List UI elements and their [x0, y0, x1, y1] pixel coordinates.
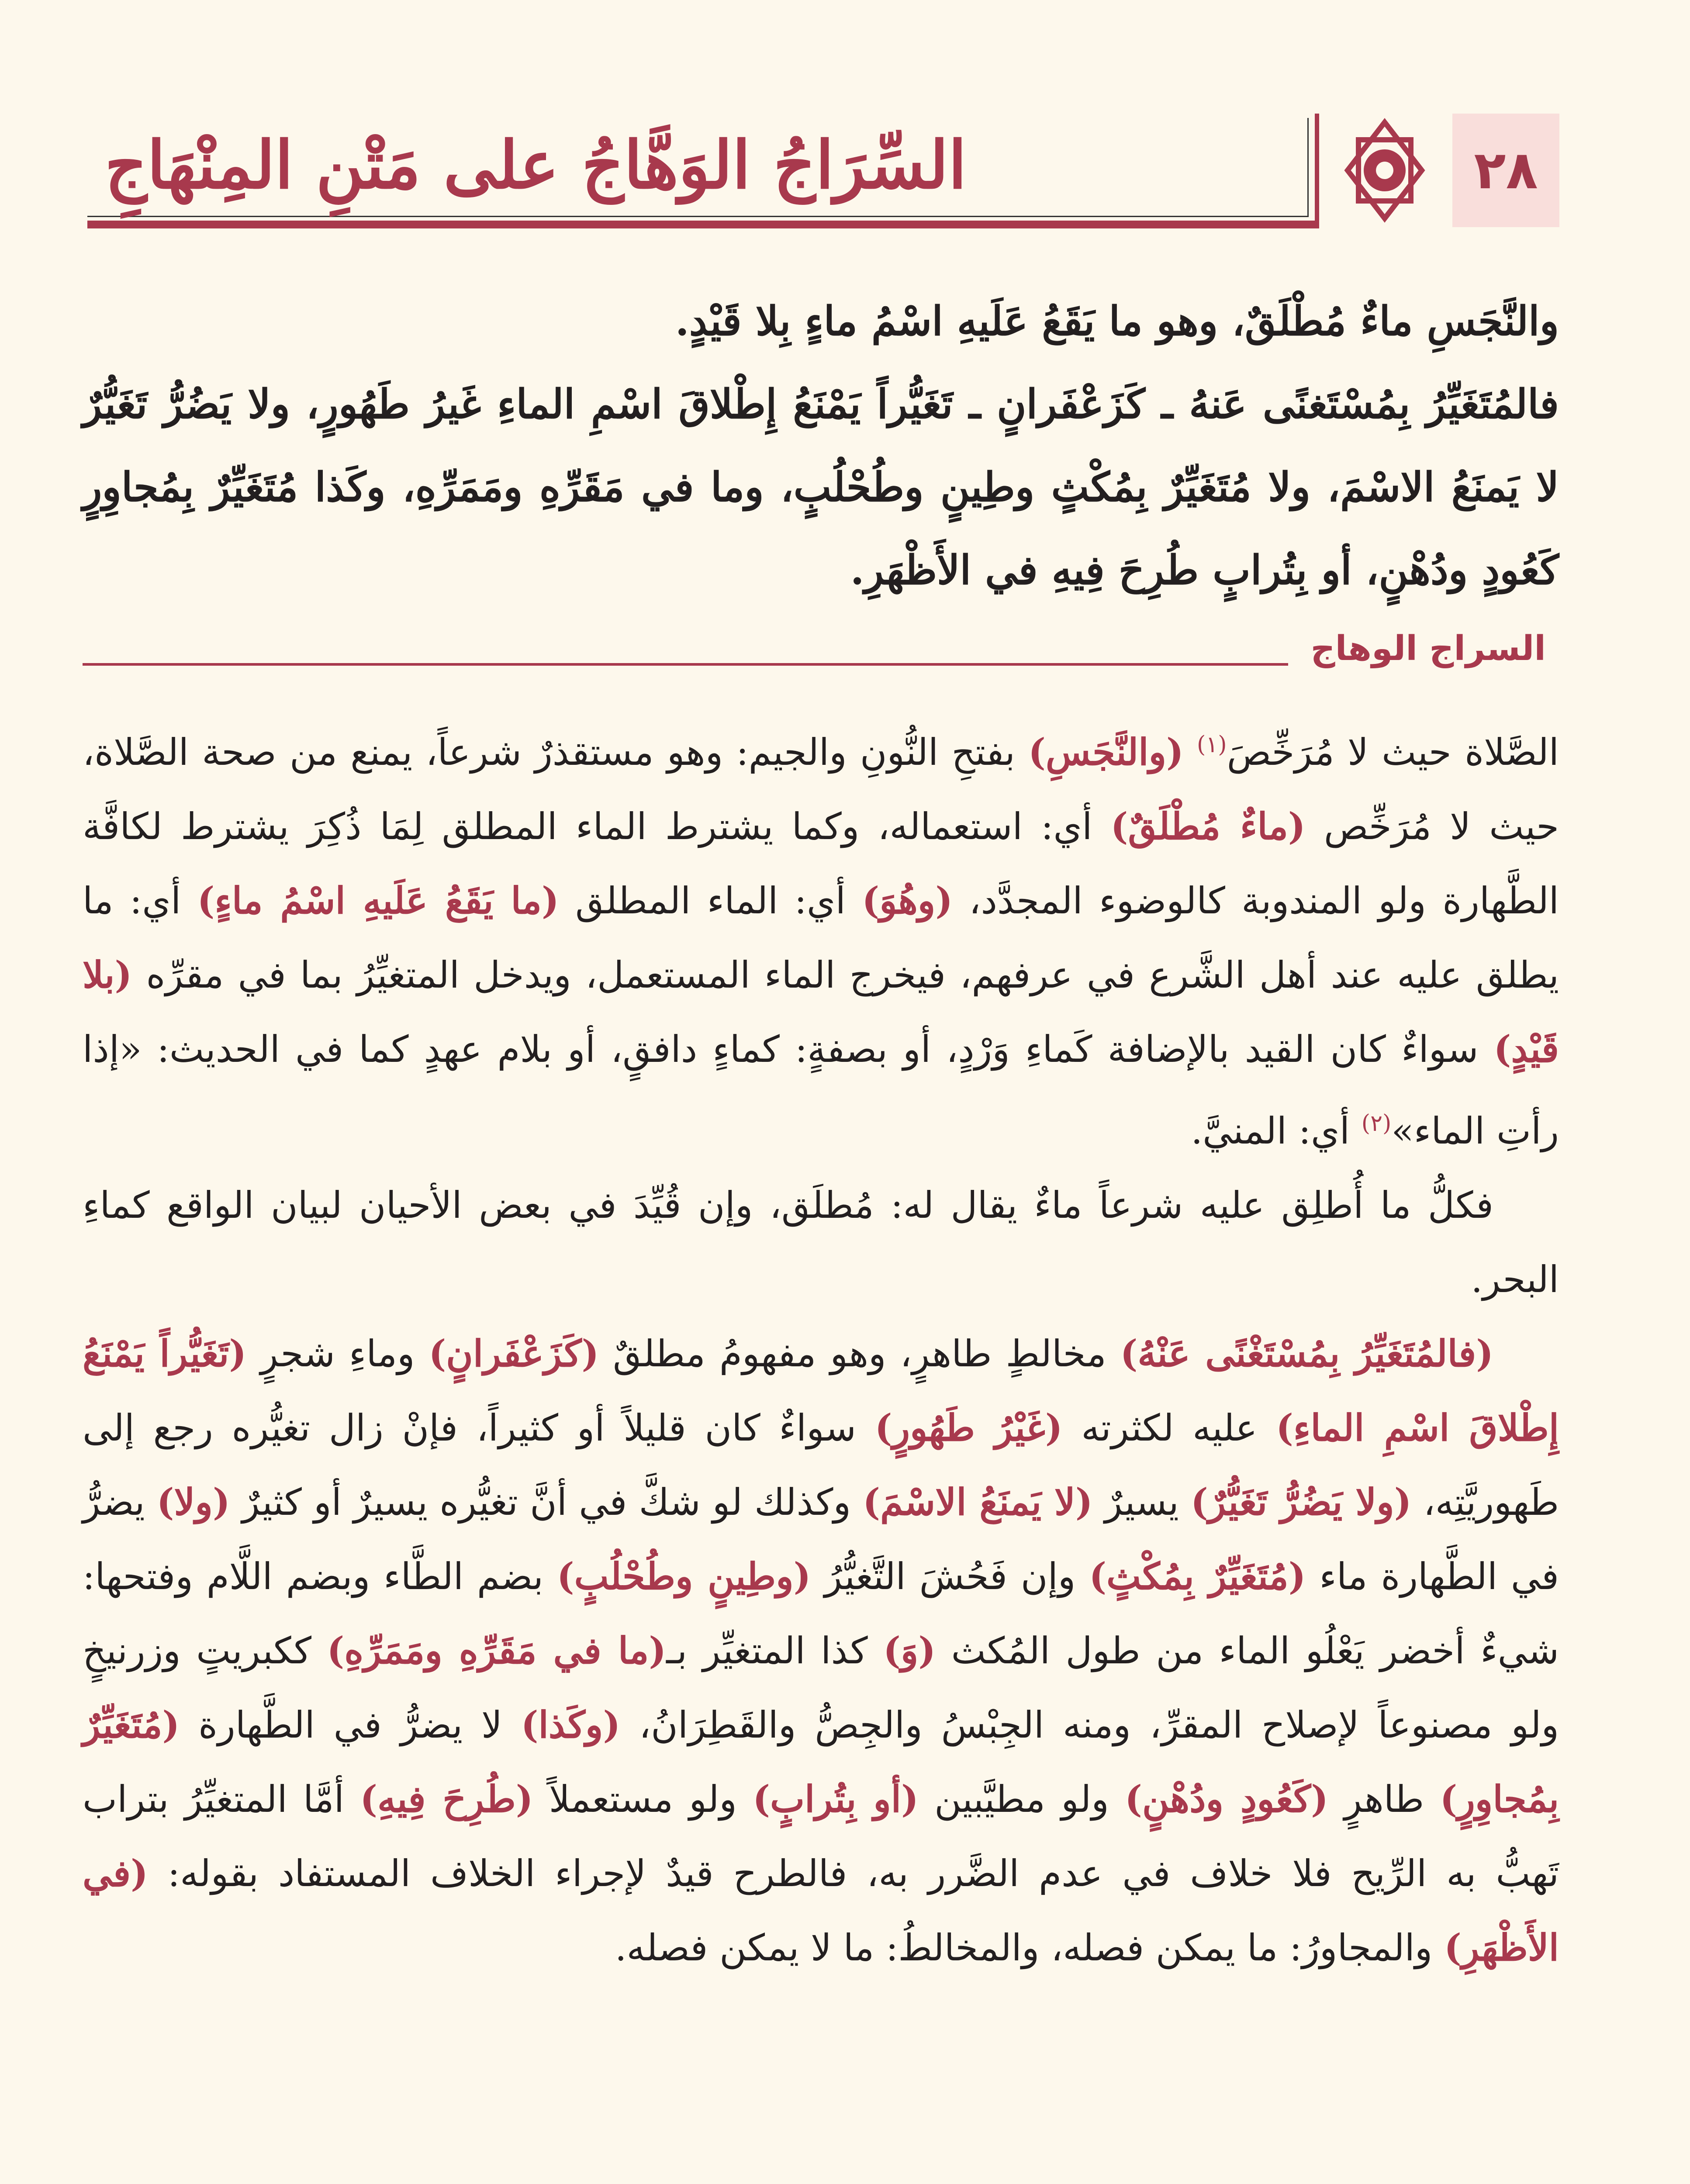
matn-paragraph: فالمُتَغَيِّرُ بِمُسْتَغنًى عَنهُ ـ كَزَعْفَرانٍ ـ تَغَيُّراً يَمْنَعُ إِطْلاقَ اسْمِ الماءِ غَيرُ طَهُورٍ، ولا يَضُرُّ تَغَيُّرٌ لا يَمنَعُ الاسْمَ، ولا مُتَغَيِّرٌ بِمُكْثٍ وطِينٍ وطُحْلُبٍ، وما في مَقَرِّهِ ومَمَرِّهِ، وكَذا مُتَغَيِّرٌ بِمُجاوِرٍ كَعُودٍ ودُهْنٍ، أو بِتُرابٍ طُرِحَ فِيهِ في الأَظْهَرِ. [83, 380, 1559, 594]
matn-paragraph: والنَّجَسِ ماءٌ مُطْلَقٌ، وهو ما يَقَعُ عَلَيهِ اسْمُ ماءٍ بِلا قَيْدٍ. [675, 297, 1559, 345]
matn-text [83, 280, 1559, 612]
section-title: السراج الوهاج [1310, 629, 1546, 668]
section-divider [83, 663, 1288, 666]
commentary-paragraph: (فالمُتَغَيِّرُ بِمُسْتَغْنًى عَنْهُ) مخالطٍ طاهرٍ، وهو مفهومُ مطلقٌ (كَزَعْفَرانٍ) وماءِ شجرٍ (تَغَيُّراً يَمْنَعُ إِطْلاقَ اسْمِ الماءِ) عليه لكثرته (غَيْرُ طَهُورٍ) سواءٌ كان قليلاً أو كثيراً، فإنْ زال تغيُّره رجع إلى طَهوريَّتِه، (ولا يَضُرُّ تَغَيُّرٌ) يسيرٌ (لا يَمنَعُ الاسْمَ) وكذلك لو شكَّ في أنَّ تغيُّره يسيرٌ أو كثيرٌ (ولا) يضرُّ في الطَّهارة ماء (مُتَغَيِّرٌ بِمُكْثٍ) وإن فَحُشَ التَّغيُّرُ (وطِينٍ وطُحْلُبٍ) بضم الطَّاء وبضم اللَّام وفتحها: شيءٌ أخضر يَعْلُو الماء من طول المُكث (وَ) كذا المتغيِّر بـ(ما في مَقَرِّهِ ومَمَرِّهِ) ككبريتٍ وزرنيخٍ ولو مصنوعاً لإصلاح المقرِّ، ومنه الجِبْسُ والجِصُّ والقَطِرَانُ، (وكَذا) لا يضرُّ في الطَّهارة (مُتَغَيِّرٌ بِمُجاوِرٍ) طاهرٍ (كَعُودٍ ودُهْنٍ) ولو مطيَّبين (أو بِتُرابٍ) ولو مستعملاً (طُرِحَ فِيهِ) أمَّا المتغيِّرُ بتراب تَهبُّ به الرِّيح فلا خلاف في عدم الضَّرر به، فالطرح قيدٌ لإجراء الخلاف المستفاد بقوله: (في الأَظْهَرِ) والمجاورُ: ما يمكن فصله، والمخالطُ: ما لا يمكن فصله. [83, 1332, 1559, 1969]
footnote-ref[interactable]: (٢) [1361, 1110, 1392, 1137]
title-frame [87, 114, 1319, 228]
running-title: السِّرَاجُ الوَهَّاجُ على مَتْنِ المِنْهَاجِ [105, 127, 967, 204]
commentary-paragraph: فكلُّ ما أُطلِق عليه شرعاً ماءٌ يقال له: مُطلَق، وإن قُيِّدَ في بعض الأحيان لبيان الواقع كماءِ البحر. [83, 1184, 1559, 1301]
eight-point-star-icon [1341, 118, 1428, 223]
footnote-ref[interactable]: (١) [1197, 732, 1227, 758]
commentary-text [83, 708, 1559, 1985]
page-header [87, 114, 1559, 245]
commentary-paragraph: الصَّلاة حيث لا مُرَخِّصَ$^{(١)}$ (والنَّجَسِ) بفتحِ النُّونِ والجيم: وهو مستقذرٌ شرعاً، يمنع من صحة الصَّلاة، حيث لا مُرَخِّص (ماءٌ مُطْلَقٌ) أي: استعماله، وكما يشترط الماء المطلق لِمَا ذُكِرَ يشترط لكافَّة الطَّهارة ولو المندوبة كالوضوء المجدَّد، (وهُوَ) أي: الماء المطلق (ما يَقَعُ عَلَيهِ اسْمُ ماءٍ) أي: ما يطلق عليه عند أهل الشَّرع في عرفهم، فيخرج الماء المستعمل، ويدخل المتغيِّرُ بما في مقرِّه (بلا قَيْدٍ) سواءٌ كان القيد بالإضافة كَماءِ وَرْدٍ، أو بصفةٍ: كماءٍ دافقٍ، أو بلام عهدٍ كما في الحديث: «إذا رأتِ الماء»$^{(٢)}$ أي: المنيَّ. [83, 730, 1559, 1152]
page-number-box [1452, 114, 1559, 227]
page-number: ٢٨ [1474, 140, 1538, 201]
section-header [83, 629, 1559, 681]
